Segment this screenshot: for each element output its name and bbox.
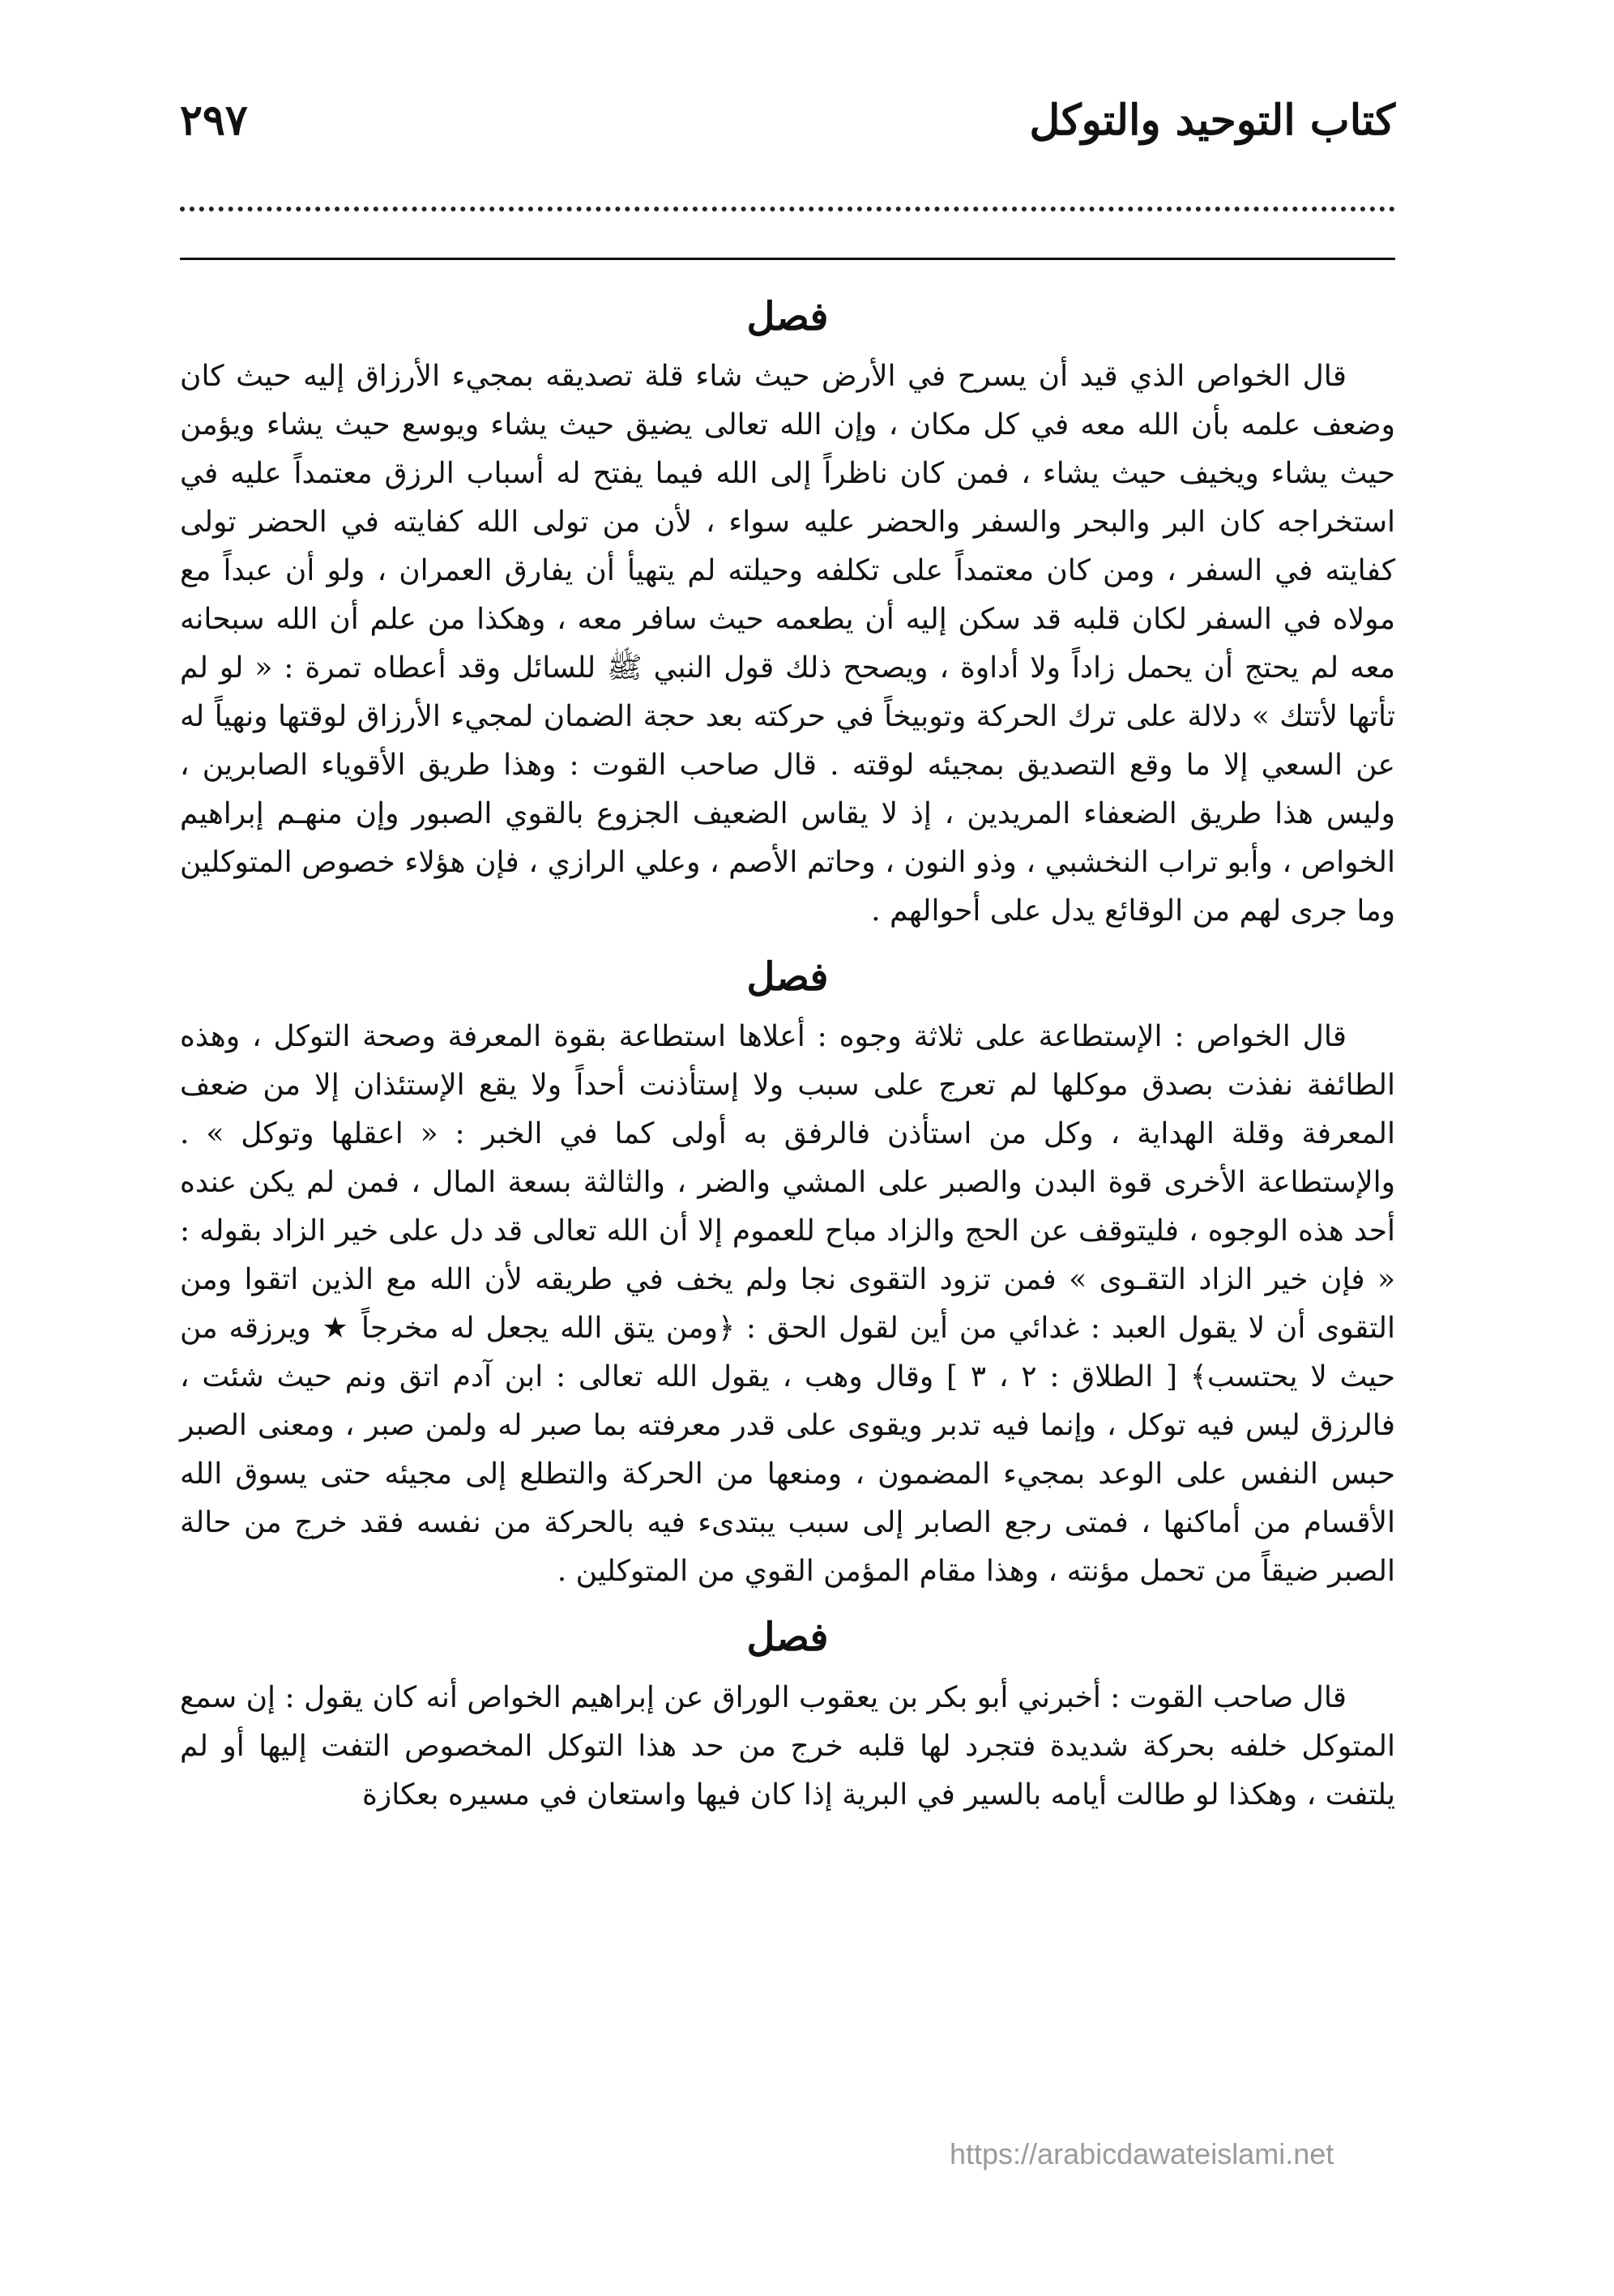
section-paragraph: قال الخواص : الإستطاعة على ثلاثة وجوه : أعلاها استطاعة بقوة المعرفة وصحة التوكل ، وهذه الطائفة نفذت بصدق موكلها لم تعرج على سبب ولا إستأذنت أحداً ولا يقع الإستئذان إلا من ضعف المعرفة وقلة الهداية ، وكل من استأذن فالرفق به أولى كما في الخبر : « اعقلها وتوكل » . والإستطاعة الأخرى قوة البدن والصبر على المشي والضر ، والثالثة بسعة المال ، فمن لم يكن عنده أحد هذه الوجوه ، فليتوقف عن الحج والزاد مباح للعموم إلا أن الله تعالى قد دل على خير الزاد بقوله : « فإن خير الزاد التقـوى » فمن تزود التقوى نجا ولم يخف في طريقه لأن الله مع الذين اتقوا ومن التقوى أن لا يقول العبد : غدائي من أين لقول الحق : ﴿ومن يتق الله يجعل له مخرجاً ★ ويرزقه من حيث لا يحتسب﴾ [ الطلاق : ٢ ، ٣ ] وقال وهب ، يقول الله تعالى : ابن آدم اتق ونم حيث شئت ، فالرزق ليس فيه توكل ، وإنما فيه تدبر ويقوى على قدر معرفته بما صبر له ولمن صبر ، ومعنى الصبر حبس النفس على الوعد بمجيء المضمون ، ومنعها من الحركة والتطلع إلى مجيئه حتى يسوق الله الأقسام من أماكنها ، فمتى رجع الصابر إلى سبب يبتدىء فيه بالحركة من نفسه فقد خرج من حالة الصبر ضيقاً من تحمل مؤنته ، وهذا مقام المؤمن القوي من المتوكلين . xyxy=(180,1020,1395,1589)
running-header xyxy=(180,96,1395,169)
dotted-divider xyxy=(180,207,1395,211)
section-heading: فصل xyxy=(746,954,829,1001)
section-heading: فصل xyxy=(746,294,829,339)
book-title: كتاب التوحيد والتوكل xyxy=(1029,96,1395,145)
section-paragraph: قال صاحب القوت : أخبرني أبو بكر بن يعقوب الوراق عن إبراهيم الخواص أنه كان يقول : إن سمع المتوكل خلفه بحركة شديدة فتجرد لها قلبه خرج من حد هذا التوكل المخصوص التفت إليها أو لم يلتفت ، وهكذا لو طالت أيامه بالسير في البرية إذا كان فيها واستعان في مسيره بعكازة xyxy=(180,1680,1395,1812)
section-heading: فصل xyxy=(746,1615,829,1661)
section-paragraph: قال الخواص الذي قيد أن يسرح في الأرض حيث شاء قلة تصديقه بمجيء الأرزاق إليه حيث كان وضعف علمه بأن الله معه في كل مكان ، وإن الله تعالى يضيق حيث يشاء ويوسع حيث يشاء ويؤمن حيث يشاء ويخيف حيث يشاء ، فمن كان ناظراً إلى الله فيما يفتح له أسباب الرزق معتمداً عليه في استخراجه كان البر والبحر والسفر والحضر عليه سواء ، لأن من تولى الله كفايته في الحضر تولى كفايته في السفر ، ومن كان معتمداً على تكلفه وحيلته لم يتهيأ أن يفارق العمران ، ولو أن عبداً مع مولاه في السفر لكان قلبه قد سكن إليه أن يطعمه حيث سافر معه ، وهكذا من علم أن الله سبحانه معه لم يحتج أن يحمل زاداً ولا أداوة ، ويصحح ذلك قول النبي ﷺ للسائل وقد أعطاه تمرة : « لو لم تأتها لأتتك » دلالة على ترك الحركة وتوبيخاً في حركته بعد حجة الضمان لمجيء الأرزاق لوقتها ونهياً له عن السعي إلا ما وقع التصديق بمجيئه لوقته . قال صاحب القوت : وهذا طريق الأقوياء الصابرين ، وليس هذا طريق الضعفاء المريدين ، إذ لا يقاس الضعيف الجزوع بالقوي الصبور وإن منهـم إبراهيم الخواص ، وأبو تراب النخشبي ، وذو النون ، وحاتم الأصم ، وعلي الرازي ، فإن هؤلاء خصوص المتوكلين وما جرى لهم من الوقائع يدل على أحوالهم . xyxy=(180,360,1395,928)
header-rule xyxy=(180,258,1395,260)
page-body xyxy=(180,275,1395,1820)
watermark-url: https://arabicdawateislami.net xyxy=(950,2137,1334,2170)
page-number: ٢٩٧ xyxy=(180,96,248,145)
